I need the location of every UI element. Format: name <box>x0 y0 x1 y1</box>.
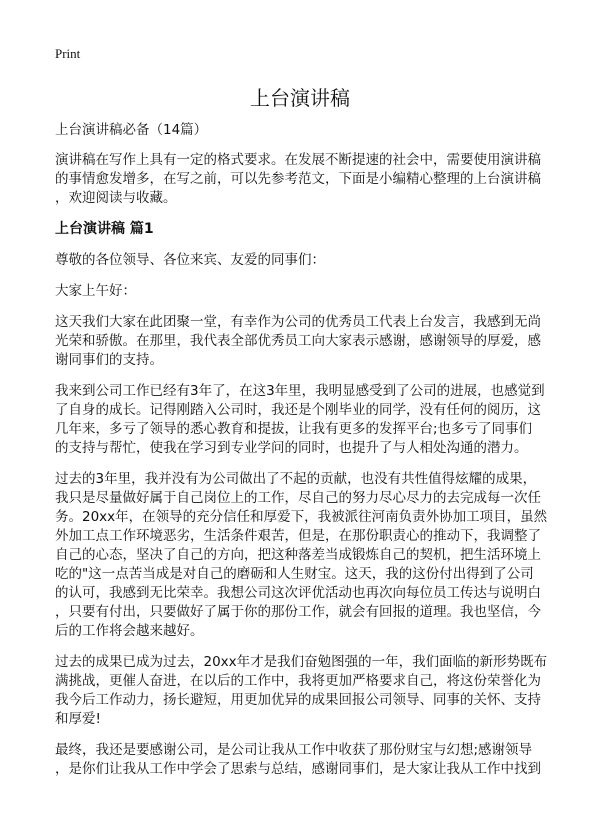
text-line: 了自身的成长。记得刚踏入公司时，我还是个刚毕业的同学，没有任何的阅历，这 <box>55 402 541 418</box>
greeting: 尊敬的各位领导、各位来宾、友爱的同事们： <box>55 252 325 268</box>
text-line: 这天我们大家在此团聚一堂，有幸作为公司的优秀员工代表上台发言，我感到无尚 <box>55 314 541 330</box>
text-line: 谢同事们的支持。 <box>55 352 163 368</box>
page-title: 上台演讲稿 <box>250 86 350 110</box>
text-line: 我来到公司工作已经有3年了，在这3年里，我明显感受到了公司的进展，也感觉到 <box>55 383 545 399</box>
text-line: 演讲稿在写作上具有一定的格式要求。在发展不断提速的社会中，需要使用演讲稿 <box>55 152 541 168</box>
text-line: ，是你们让我从工作中学会了思索与总结，感谢同事们，是大家让我从工作中找到 <box>55 761 541 777</box>
intro-paragraph <box>55 151 555 208</box>
body-paragraph <box>55 382 555 458</box>
text-line: ，欢迎阅读与收藏。 <box>55 190 177 206</box>
text-line: 后的工作将会越来越好。 <box>55 623 204 639</box>
text-line: 我今后工作动力，扬长避短，用更加优异的成果回报公司领导、同事的关怀、支持 <box>55 692 541 708</box>
text-line: 的认可，我感到无比荣幸。我想公司这次评优活动也再次向每位员工传达与说明白 <box>55 585 541 601</box>
text-line: 我只是尽量做好属于自己岗位上的工作，尽自己的努力尽心尽力的去完成每一次任 <box>55 490 541 506</box>
text-line: 满挑战，更催人奋进，在以后的工作中，我将更加严格要求自己，将这份荣誉化为 <box>55 673 541 689</box>
text-line: 光荣和骄傲。在那里，我代表全部优秀员工向大家表示感谢，感谢领导的厚爱，感 <box>55 333 541 349</box>
body-paragraph <box>55 313 555 370</box>
text-line: ，只要有付出，只要做好了属于你的那份工作，就会有回报的道理。我也坚信，今 <box>55 604 541 620</box>
text-line: 过去的成果已成为过去，20xx年才是我们奋勉图强的一年，我们面临的新形势既布 <box>55 654 548 670</box>
salute: 大家上午好： <box>55 283 136 299</box>
text-line: 外加工点工作环境恶劣，生活条件艰苦，但是，在那份职责心的推动下，我调整了 <box>55 528 541 544</box>
text-line: 吃的"这一点苦当成是对自己的磨砺和人生财宝。这天，我的这份付出得到了公司 <box>55 566 534 582</box>
text-line: 的支持与帮忙，使我在学习到专业学问的同时，也提升了与人相处沟通的潜力。 <box>55 440 528 456</box>
subtitle: 上台演讲稿必备（14篇） <box>55 122 208 138</box>
text-line: 最终，我还是要感谢公司，是公司让我从工作中收获了那份财宝与幻想;感谢领导 <box>55 742 533 758</box>
body-paragraph <box>55 741 555 779</box>
section-heading: 上台演讲稿 篇1 <box>55 221 154 237</box>
text-line: 过去的3年里，我并没有为公司做出了不起的贡献，也没有共性值得炫耀的成果， <box>55 471 537 487</box>
body-paragraph <box>55 470 555 641</box>
text-line: 自己的心态，坚决了自己的方向，把这种落差当成锻炼自己的契机，把生活环境上 <box>55 547 541 563</box>
print-label: Print <box>55 46 81 61</box>
text-line: 几年来，多亏了领导的悉心教育和提拔，让我有更多的发挥平台;也多亏了同事们 <box>55 421 533 437</box>
text-line: 务。20xx年，在领导的充分信任和厚爱下，我被派往河南负责外协加工项目，虽然 <box>55 509 548 525</box>
document-body <box>55 121 555 791</box>
body-paragraph <box>55 653 555 729</box>
text-line: 的事情愈发增多，在写之前，可以先参考范文，下面是小编精心整理的上台演讲稿 <box>55 171 541 187</box>
text-line: 和厚爱! <box>55 711 101 727</box>
